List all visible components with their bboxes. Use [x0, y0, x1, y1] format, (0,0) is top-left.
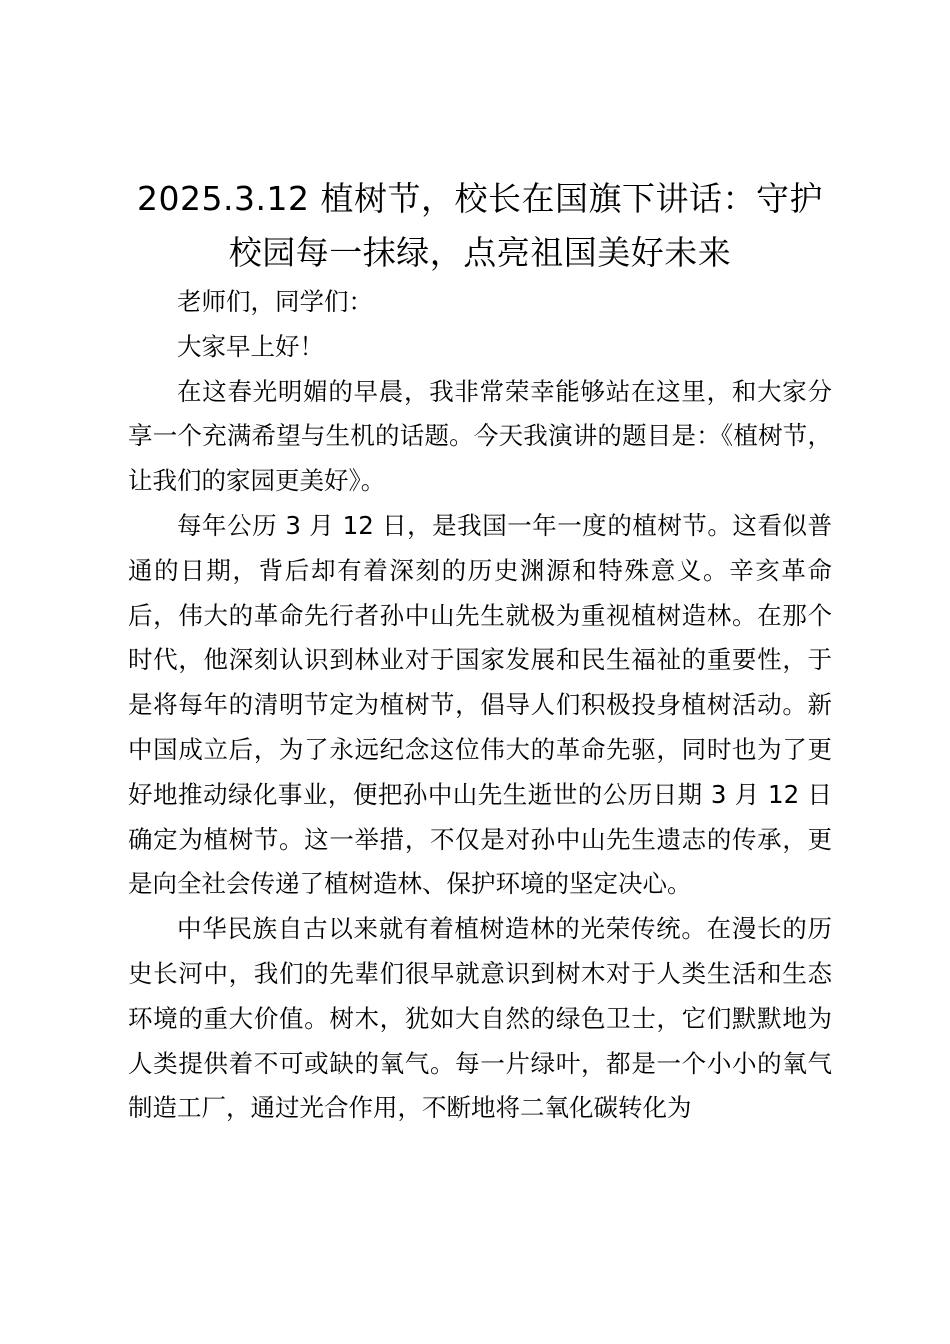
body-paragraph: 每年公历 3 月 12 日，是我国一年一度的植树节。这看似普通的日期，背后却有着深刻的历史渊源和特殊意义。辛亥革命后，伟大的革命先行者孙中山先生就极为重视植树造林。在那个时代，他深刻认识到林业对于国家发展和民生福祉的重要性，于是将每年的清明节定为植树节，倡导人们积极投身植树活动。新中国成立后，为了永远纪念这位伟大的革命先驱，同时也为了更好地推动绿化事业，便把孙中山先生逝世的公历日期 3 月 12 日确定为植树节。这一举措，不仅是对孙中山先生遗志的传承，更是向全社会传递了植树造林、保护环境的坚定决心。 [128, 510, 832, 899]
greeting-paragraph: 老师们，同学们： [177, 287, 373, 316]
document-body [128, 280, 832, 1131]
body-paragraph: 中华民族自古以来就有着植树造林的光荣传统。在漫长的历史长河中，我们的先辈们很早就意识到树木对于人类生活和生态环境的重大价值。树木，犹如大自然的绿色卫士，它们默默地为人类提供着不可或缺的氧气。每一片绿叶，都是一个小小的氧气制造工厂，通过光合作用，不断地将二氧化碳转化为 [128, 914, 832, 1123]
body-paragraph: 在这春光明媚的早晨，我非常荣幸能够站在这里，和大家分享一个充满希望与生机的话题。今天我演讲的题目是：《植树节，让我们的家园更美好》。 [128, 376, 832, 496]
document-title: 2025.3.12 植树节，校长在国旗下讲话：守护校园每一抹绿，点亮祖国美好未来 [137, 179, 823, 272]
salutation-paragraph: 大家早上好！ [177, 331, 324, 361]
